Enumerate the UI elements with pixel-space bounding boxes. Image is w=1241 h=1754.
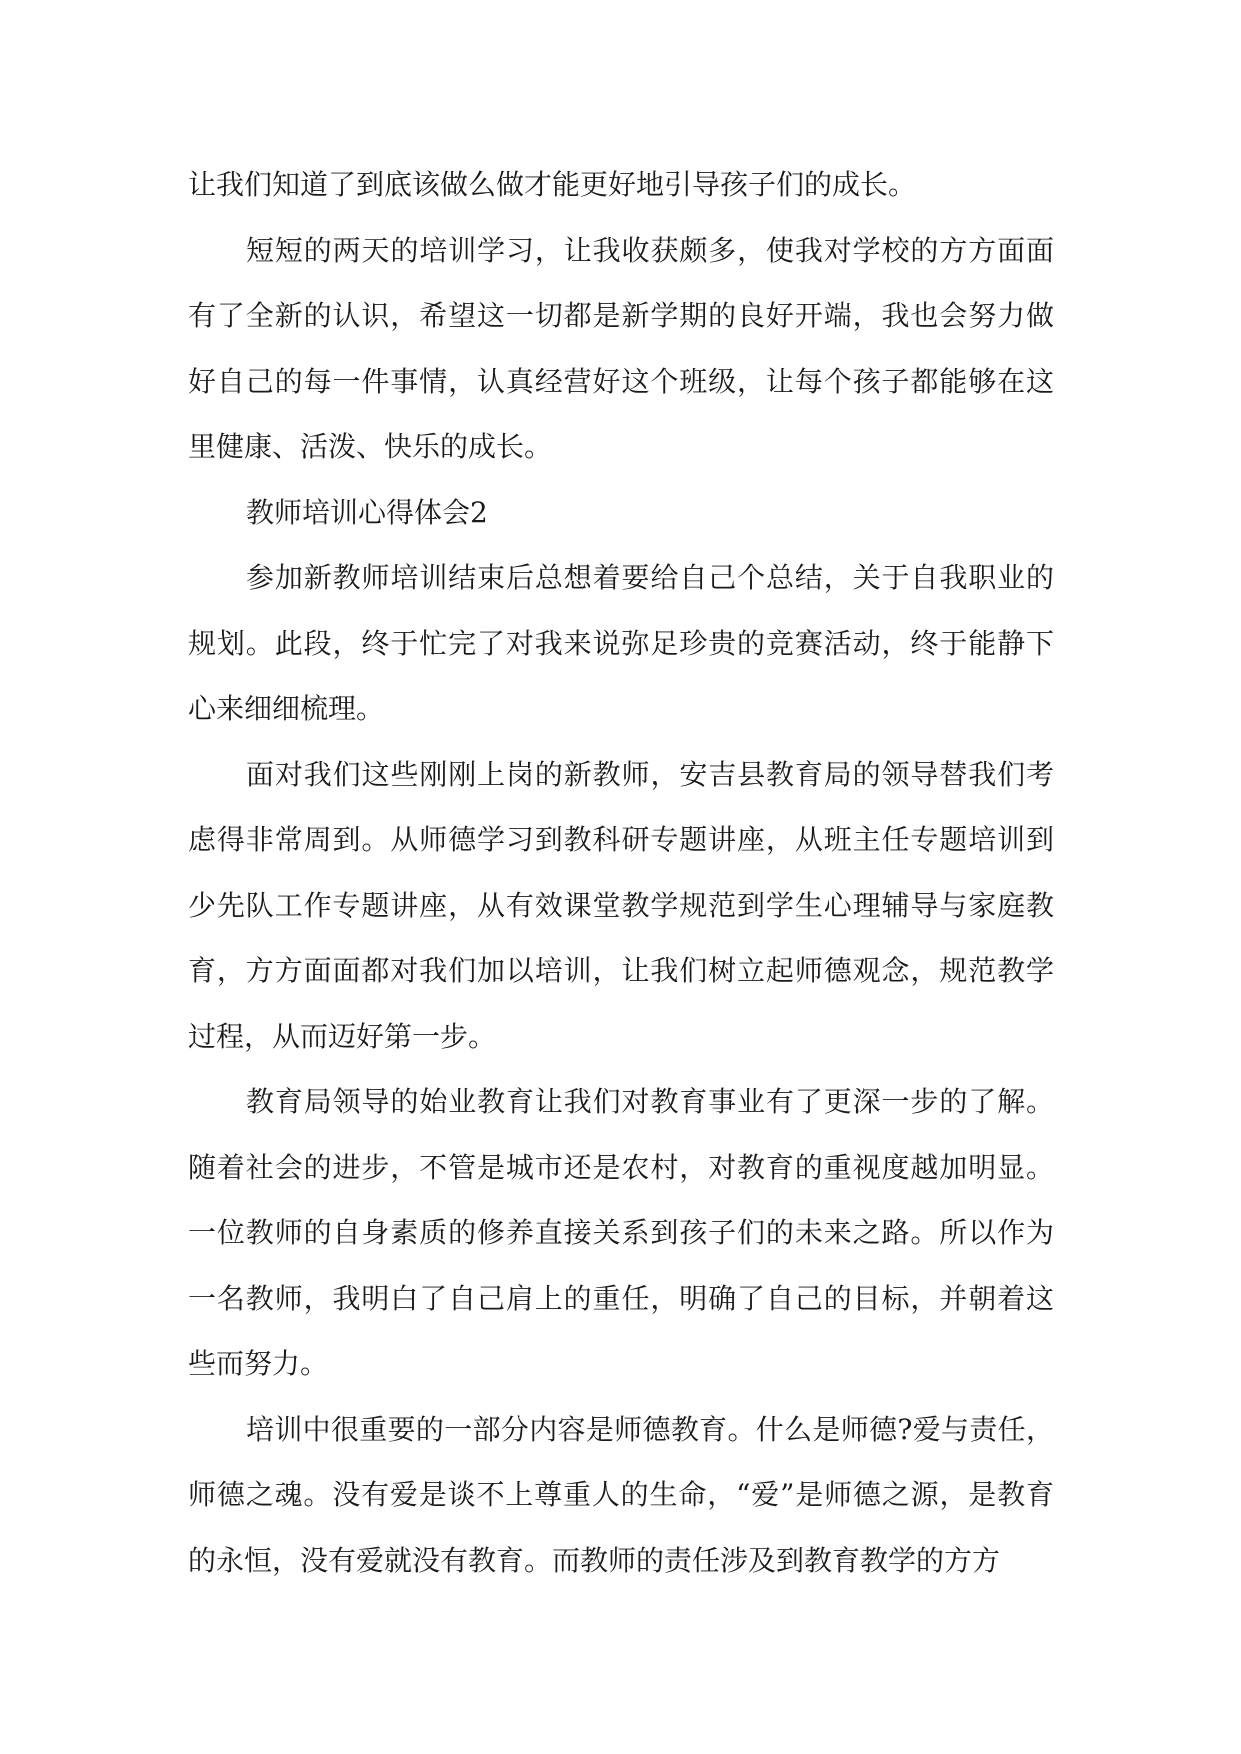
paragraph-4: 面对我们这些刚刚上岗的新教师，安吉县教育局的领导替我们考虑得非常周到。从师德学习到教科研专题讲座，从班主任专题培训到少先队工作专题讲座，从有效课堂教学规范到学生心理辅导与家庭教育，方方面面都对我们加以培训，让我们树立起师德观念，规范教学过程，从而迈好第一步。 — [188, 757, 1054, 1053]
paragraph-5: 教育局领导的始业教育让我们对教育事业有了更深一步的了解。随着社会的进步，不管是城市还是农村，对教育的重视度越加明显。一位教师的自身素质的修养直接关系到孩子们的未来之路。所以作为一名教师，我明白了自己肩上的重任，明确了自己的目标，并朝着这些而努力。 — [188, 1085, 1054, 1380]
section-heading: 教师培训心得体会2 — [246, 495, 488, 529]
paragraph-1: 让我们知道了到底该做么做才能更好地引导孩子们的成长。 — [188, 168, 917, 201]
document-body — [188, 152, 1054, 1593]
paragraph-3: 参加新教师培训结束后总想着要给自己个总结，关于自我职业的规划。此段，终于忙完了对我来说弥足珍贵的竞赛活动，终于能静下心来细细梳理。 — [188, 561, 1054, 725]
paragraph-2: 短短的两天的培训学习，让我收获颇多，使我对学校的方方面面有了全新的认识，希望这一切都是新学期的良好开端，我也会努力做好自己的每一件事情，认真经营好这个班级，让每个孩子都能够在这里健康、活泼、快乐的成长。 — [188, 233, 1054, 463]
paragraph-6: 培训中很重要的一部分内容是师德教育。什么是师德?爱与责任，师德之魂。没有爱是谈不上尊重人的生命，“爱”是师德之源，是教育的永恒，没有爱就没有教育。而教师的责任涉及到教育教学的方方 — [188, 1412, 1054, 1577]
